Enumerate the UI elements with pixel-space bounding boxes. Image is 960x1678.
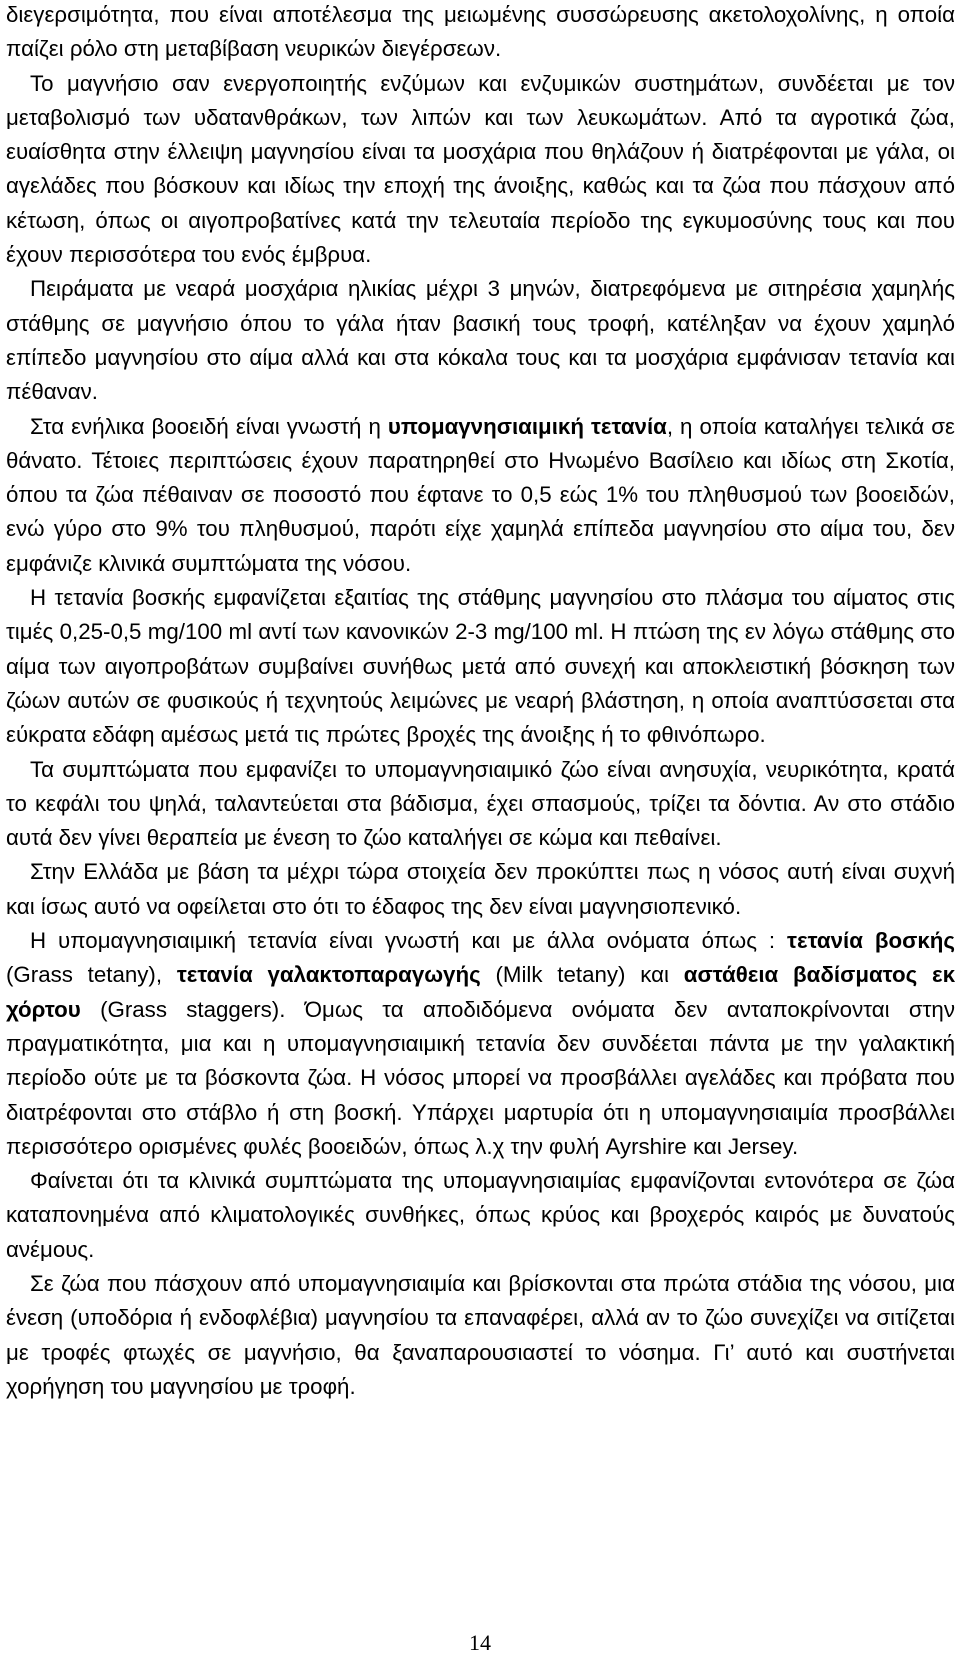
bold-term: τετανία γαλακτοπαραγωγής	[176, 962, 481, 988]
text-run: Στα ενήλικα βοοειδή είναι γνωστή η	[30, 413, 388, 439]
text-run: διεγερσιμότητα, που είναι αποτέλεσμα της μειωμένης συσσώρευσης ακετολοχολίνης, η οποία παίζει ρόλο στη μεταβίβαση νευρικών διεγέρσεων.	[6, 2, 955, 62]
paragraph	[6, 0, 955, 67]
text-run: Τα συμπτώματα που εμφανίζει το υπομαγνησιαιμικό ζώο είναι ανησυχία, νευρικότητα, κρατά το κεφάλι του ψηλά, ταλαντεύεται στα βάδισμα, έχει σπασμούς, τρίζει τα δόντια. Αν στο στάδιο αυτά δεν γίνει θεραπεία με ένεση το ζώο καταλήγει σε κώμα και πεθαίνει.	[6, 756, 955, 851]
paragraph	[6, 855, 955, 924]
paragraph	[6, 410, 955, 581]
bold-term: αστάθεια βαδίσματος εκ χόρτου	[6, 962, 956, 1022]
text-run: Φαίνεται ότι τα κλινικά συμπτώματα της υπομαγνησιαιμίας εμφανίζονται εντονότερα σε ζώα καταπονημένα από κλιματολογικές συνθήκες, όπως κρύος και βροχερός καιρός με δυνατούς ανέμους.	[6, 1168, 955, 1262]
paragraph	[6, 1164, 955, 1267]
bold-term: τετανία βοσκής	[787, 928, 955, 954]
bold-term: υπομαγνησιαιμική τετανία	[387, 413, 667, 439]
text-run: (Grass staggers). Όμως τα αποδιδόμενα ονόματα δεν ανταποκρίνονται στην πραγματικότητα, μια και η υπομαγνησιαιμική τετανία δεν συνδέεται πάντα με την γαλακτική περίοδο ούτε με τα βόσκοντα ζώα. Η νόσος μπορεί να προσβάλλει αγελάδες και πρόβατα που διατρέφονται στο στάβλο ή στη βοσκή. Υπάρχει μαρτυρία ότι η υπομαγνησιαιμία προσβάλλει περισσότερο ορισμένες φυλές βοοειδών, όπως λ.χ την φυλή Ayrshire και Jersey.	[6, 996, 955, 1159]
paragraph	[6, 272, 955, 409]
text-run: Η υπομαγνησιαιμική τετανία είναι γνωστή και με άλλα ονόματα όπως :	[30, 928, 788, 954]
paragraph	[6, 1267, 955, 1404]
text-run: Σε ζώα που πάσχουν από υπομαγνησιαιμία και βρίσκονται στα πρώτα στάδια της νόσου, μια ένεση (υποδόρια ή ενδοφλέβια) μαγνησίου τα επαναφέρει, αλλά αν το ζώο συνεχίζει να σιτίζεται με τροφές φτωχές σε μαγνήσιο, θα ξαναπαρουσιαστεί το νόσημα. Γι’ αυτό και συστήνεται χορήγηση του μαγνησίου με τροφή.	[6, 1270, 955, 1399]
paragraph	[6, 924, 955, 1164]
text-run: (Grass tetany),	[6, 962, 177, 988]
paragraph	[6, 67, 955, 273]
text-run: Το μαγνήσιο σαν ενεργοποιητής ενζύμων και ενζυμικών συστημάτων, συνδέεται με τον μεταβολισμό των υδατανθράκων, των λιπών και των λευκωμάτων. Από τα αγροτικά ζώα, ευαίσθητα στην έλλειψη μαγνησίου είναι τα μοσχάρια που θηλάζουν ή διατρέφονται με γάλα, οι αγελάδες που βόσκουν και ιδίως την εποχή της άνοιξης, καθώς και τα ζώα που πάσχουν από κέτωση, όπως οι αιγοπροβατίνες κατά την τελευταία περίοδο της εγκυμοσύνης τους και που έχουν περισσότερα του ενός έμβρυα.	[6, 70, 955, 268]
text-run: Στην Ελλάδα με βάση τα μέχρι τώρα στοιχεία δεν προκύπτει πως η νόσος αυτή είναι συχνή και ίσως αυτό να οφείλεται στο ότι το έδαφος της δεν είναι μαγνησιοπενικό.	[6, 859, 955, 919]
paragraph	[6, 581, 955, 752]
paragraph	[6, 753, 955, 856]
page-number: 14	[469, 1630, 491, 1655]
text-run: Πειράματα με νεαρά μοσχάρια ηλικίας μέχρι 3 μηνών, διατρεφόμενα με σιτηρέσια χαμηλής στάθμης σε μαγνήσιο όπου το γάλα ήταν βασική τους τροφή, κατέληξαν να έχουν χαμηλό επίπεδο μαγνησίου στο αίμα αλλά και στα κόκαλα τους και τα μοσχάρια εμφάνισαν τετανία και πέθαναν.	[6, 276, 955, 405]
text-run: Η τετανία βοσκής εμφανίζεται εξαιτίας της στάθμης μαγνησίου στο πλάσμα του αίματος στις τιμές 0,25-0,5 mg/100 ml αντί των κανονικών 2-3 mg/100 ml. Η πτώση της εν λόγω στάθμης στο αίμα των αιγοπροβάτων συμβαίνει συνήθως μετά από συνεχή και αποκλειστική βόσκηση των ζώων αυτών σε φυσικούς ή τεχνητούς λειμώνες με νεαρή βλάστηση, η οποία αναπτύσσεται στα εύκρατα εδάφη αμέσως μετά τις πρώτες βροχές της άνοιξης ή το φθινόπωρο.	[6, 585, 955, 748]
body-text	[6, 0, 955, 1404]
text-run: (Milk tetany) και	[480, 962, 684, 988]
text-run: , η οποία καταλήγει τελικά σε θάνατο. Τέτοιες περιπτώσεις έχουν παρατηρηθεί στο Ηνωμένο Βασίλειο και ιδίως στη Σκοτία, όπου τα ζώα πέθαιναν σε ποσοστό που έφτανε το 0,5 εώς 1% του πληθυσμού των βοοειδών, ενώ γύρο στο 9% του πληθυσμού, παρότι είχε χαμηλά επίπεδα μαγνησίου στο αίμα του, δεν εμφάνιζε κλινικά συμπτώματα της νόσου.	[6, 413, 956, 576]
